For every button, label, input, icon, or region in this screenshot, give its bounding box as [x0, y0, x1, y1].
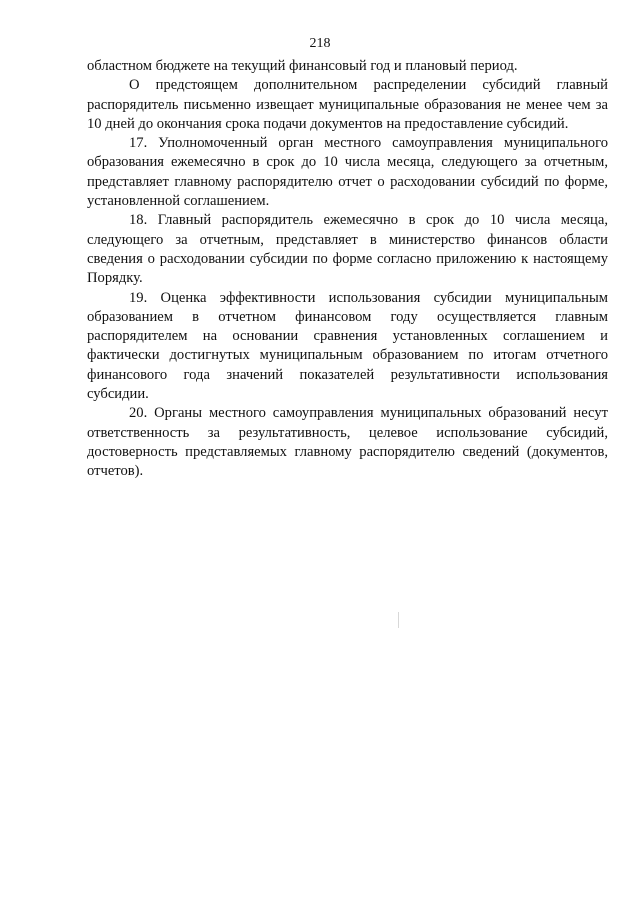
paragraph-19: 19. Оценка эффективности использования субсидии муниципальным образованием в отчетном финансовом году осуществляется главным распорядителем на основании сравнения установленных соглашением и фактически достигнутых муниципальным образованием по итогам отчетного финансового года значений показателей результативности использования субсидии. — [87, 289, 608, 403]
paragraph-18: 18. Главный распорядитель ежемесячно в срок до 10 числа месяца, следующего за отчетным, представляет в министерство финансов области сведения о расходовании субсидии по форме согласно приложению к настоящему Порядку. — [87, 212, 608, 287]
page-number: 218 — [309, 36, 331, 51]
scan-artifact — [398, 612, 399, 628]
paragraph-continuation: областном бюджете на текущий финансовый год и плановый период. — [87, 58, 518, 74]
document-body — [87, 57, 608, 482]
paragraph-17: 17. Уполномоченный орган местного самоуправления муниципального образования ежемесячно в срок до 10 числа месяца, следующего за отчетным, представляет главному распорядителю отчет о расходовании субсидий по форме, установленной соглашением. — [87, 135, 608, 210]
paragraph-20: 20. Органы местного самоуправления муниципальных образований несут ответственность за результативность, целевое использование субсидий, достоверность представляемых главному распорядителю сведений (документов, отчетов). — [87, 405, 608, 480]
paragraph-additional-distribution: О предстоящем дополнительном распределении субсидий главный распорядитель письменно извещает муниципальные образования не менее чем за 10 дней до окончания срока подачи документов на предоставление субсидий. — [87, 77, 608, 132]
